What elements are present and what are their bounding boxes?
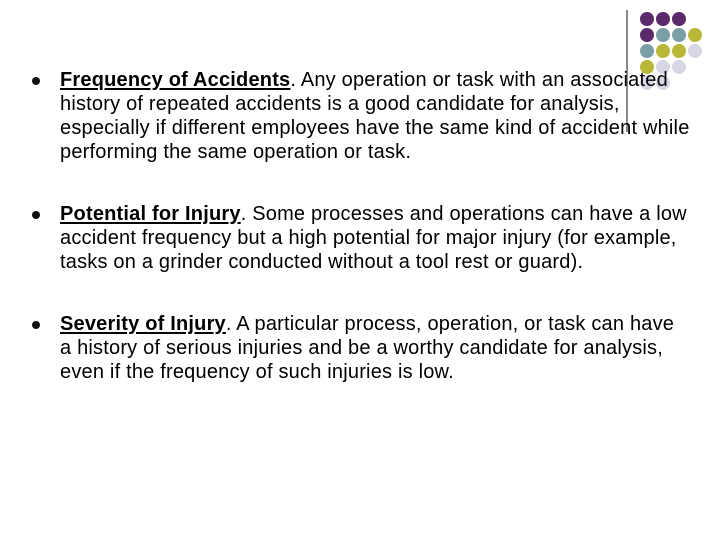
list-item-potential-for-injury xyxy=(30,202,690,274)
bullet-term: Frequency of Accidents xyxy=(60,69,291,91)
decorative-dot xyxy=(656,44,670,58)
decorative-dot xyxy=(640,12,654,26)
bullet-term: Potential for Injury xyxy=(60,203,241,225)
decorative-dot xyxy=(640,44,654,58)
bullet-body: . Any operation or task with an associated history of repeated accidents is a good candidate for analysis, especially if different employees have the same kind of accident while performing the same operation or task. xyxy=(60,69,690,163)
bullet-dot-icon xyxy=(32,77,40,85)
bullet-body: . A particular process, operation, or task can have a history of serious injuries and be a worthy candidate for analysis, even if the frequency of such injuries is low. xyxy=(60,313,675,383)
decorative-dot xyxy=(688,44,702,58)
decorative-dot xyxy=(672,28,686,42)
bullet-dot-icon xyxy=(32,211,40,219)
bullet-dot-icon xyxy=(32,321,40,329)
decorative-dot xyxy=(688,28,702,42)
list-item-frequency-of-accidents xyxy=(30,68,690,164)
bullet-text xyxy=(60,312,690,384)
list-item-severity-of-injury xyxy=(30,312,690,384)
bullet-text xyxy=(60,68,690,164)
bullet-body: . Some processes and operations can have a low accident frequency but a high potential for major injury (for example, tasks on a grinder conducted without a tool rest or guard). xyxy=(60,203,687,273)
decorative-dot xyxy=(672,12,686,26)
decorative-dot xyxy=(656,28,670,42)
bullet-text xyxy=(60,202,690,274)
bullet-list xyxy=(30,68,690,384)
decorative-dot xyxy=(640,28,654,42)
decorative-dot xyxy=(656,12,670,26)
decorative-dot xyxy=(672,44,686,58)
bullet-term: Severity of Injury xyxy=(60,313,226,335)
